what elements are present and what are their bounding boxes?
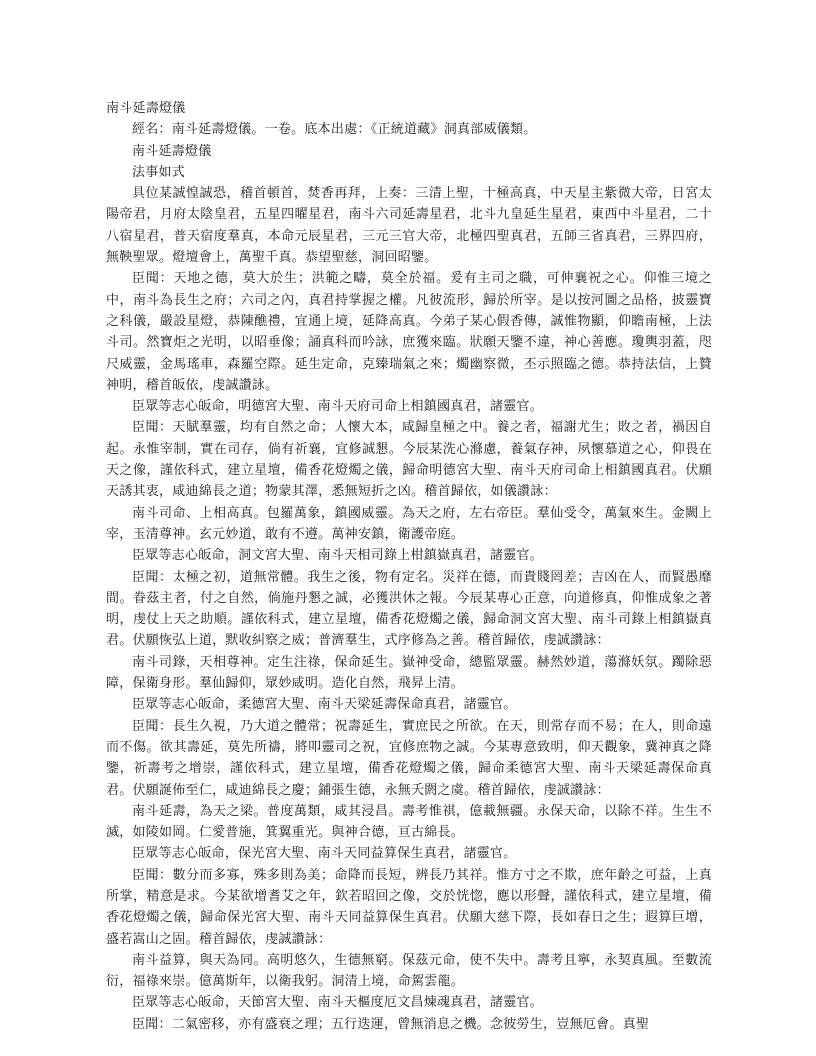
paragraph-refuge-fourth: 臣眾等志心皈命，保光宮大聖、南斗天同益算保生真君，諸靈官。 bbox=[132, 846, 517, 862]
hymn-second: 南斗司錄，天相尊神。定生注祿，保命延生。嶽神受命，總監眾靈。赫然妙道，蕩滌妖氛。躅除惡障，保衛身形。羣仙歸仰，眾妙咸明。造化自然，飛昇上清。 bbox=[106, 654, 712, 692]
paragraph-refuge-first: 臣眾等志心皈命，明德宮大聖、南斗天府司命上相鎮國真君，諸靈官。 bbox=[132, 399, 544, 415]
paragraph-refuge-fifth: 臣眾等志心皈命，天節宮大聖、南斗天樞度厄文昌煉魂真君，諸靈官。 bbox=[132, 995, 544, 1011]
hymn-fourth: 南斗益算，與天為同。高明悠久，生德無窮。保茲元命，使不失中。壽考且寧，永契真風。至數流衍，福祿來崇。億萬斯年，以衛我躬。洞清上境，命駕雲龍。 bbox=[106, 952, 712, 990]
source-note: 經名：南斗延壽燈儀。一卷。底本出處：《正統道藏》洞真部威儀類。 bbox=[132, 122, 537, 138]
section-heading-ritual: 法事如式 bbox=[132, 164, 186, 180]
paragraph-refuge-second: 臣眾等志心皈命，洞文宮大聖、南斗天相司錄上柑鎮嶽真君，諸靈官。 bbox=[132, 548, 544, 564]
paragraph-discourse-fifth: 臣聞：數分而多寡，殊多則為美；命降而長短，辨長乃其祥。惟方寸之不欺，庶年齡之可益，上真所掌，精意是求。今某欲增耆艾之年，欽若昭回之像，交於恍惚，應以形聲，謹依科式，建立星壇，備香花燈燭之儀，歸命保光宮大聖、南斗天同益算保生真君。伏願大慈下際，長如春日之生；遐算巨增，盛若嵩山之固。稽首歸依，虔誠讚詠： bbox=[106, 867, 712, 947]
hymn-third: 南斗延壽，為天之梁。普度萬類，咸其浸昌。壽考惟祺，億載無疆。永保天命，以除不祥。生生不滅，如陵如岡。仁愛普施，箕翼重光。與神合德，亘古綿長。 bbox=[106, 803, 712, 841]
paragraph-refuge-third: 臣眾等志心皈命，柔德宮大聖、南斗天梁延壽保命真君，諸靈官。 bbox=[132, 697, 517, 713]
paragraph-discourse-sixth: 臣聞：二氣密移，亦有盛衰之理；五行迭運，曾無消息之機。念彼勞生，豈無厄會。真聖 bbox=[132, 1016, 650, 1032]
paragraph-discourse-first: 臣聞：天地之德，莫大於生；洪範之疇，莫全於福。爰有主司之職，可伸襄祝之心。仰惟三境之中，南斗為長生之府；六司之內，真君持掌握之權。凡彼流形，歸於所宰。是以按河圖之品格，披靈寶之科儀，嚴設星燈，恭陳醮禮，宜通上境，延降高真。今弟子某心假香傳，誠惟物顯，仰瞻南極，上法斗司。然寶炬之光明，以昭垂像；誦真科而吟詠，庶獲來臨。狀願天鑒不違，神心善應。瓊輿羽蓋，咫尺威靈，金馬瑤車，森羅空際。延生定命，克臻瑞氣之來；燭幽察微，丕示照臨之德。恭持法信，上贊神明，稽首皈依，虔誠讚詠。 bbox=[106, 271, 712, 393]
paragraph-invocation-deities: 具位某誠惶誠恐，稽首頓首，焚香再拜，上奏：三清上聖，十極高真，中天星主紫微大帝，日宮太陽帝君，月府太陰皇君，五星四曜星君，南斗六司延壽星君，北斗九皇延生星君，東西中斗星君，二十八宿星君，普天宿度羣真，本命元辰星君，三元三官大帝，北極四聖真君，五師三省真君，三界四府，無鞅聖眾。燈壇會上，萬聖千真。恭望聖慈，洞回昭鑒。 bbox=[106, 186, 712, 266]
paragraph-discourse-fourth: 臣聞：長生久視，乃大道之體常；祝壽延生，實庶民之所欲。在天，則常存而不易；在人，則命遠而不傷。欲其壽延，莫先所禱，將叩靈司之祝，宜修庶物之誠。今某專意致明，仰天觀象，冀神真之降鑒，祈壽考之增崇，謹依科式，建立星壇，備香花燈燭之儀，歸命柔德宮大聖、南斗天梁延壽保命真君。伏願誕佈至仁，咸迪綿長之慶；鋪張生德，永無夭閼之虞。稽首歸依，虔誠讚詠： bbox=[106, 718, 712, 798]
paragraph-discourse-second: 臣聞：天賦羣靈，均有自然之命；人懷大本，咸歸皇極之中。養之者，福謝尤生；敗之者，禍因自起。永惟宰制，實在司存，倘有祈襄，宜修誠懇。今辰某洗心滌慮，養氣存神，夙懷慕道之心，仰畏在天之像，謹依科式，建立星壇，備香花燈燭之儀，歸命明德宮大聖、南斗天府司命上相鎮國真君。伏願天誘其衷，咸迪綿長之道；物蒙其澤，悉無短折之凶。稽首歸依，如儀讚詠： bbox=[106, 420, 712, 500]
paragraph-discourse-third: 臣聞：太極之初，道無常體。我生之後，物有定名。災祥在德，而貴賤罔差；吉凶在人，而賢愚靡間。眷茲主者，付之自然，倘施丹懇之誠，必獲洪休之報。今辰某專心正意，向道修真，仰惟成象之著明，虔仗上天之助順。謹依科式，建立星壇，備香花燈燭之儀，歸命洞文宮大聖、南斗司錄上相鎮嶽真君。伏願恢弘上道，默收糾察之威；普濟羣生，式序修為之善。稽首歸依，虔誠讚詠： bbox=[106, 569, 712, 649]
document-title: 南斗延壽燈儀 bbox=[106, 101, 186, 116]
document-text-column bbox=[106, 98, 712, 1035]
inner-title: 南斗延壽燈儀 bbox=[132, 143, 212, 159]
hymn-first: 南斗司命、上相高真。包羅萬象，鎮國威靈。為天之府，左右帝臣。羣仙受令，萬氣來生。金闕上宰，玉清尊神。玄元妙道，敢有不遵。萬神安鎮，衛護帝庭。 bbox=[106, 505, 712, 542]
